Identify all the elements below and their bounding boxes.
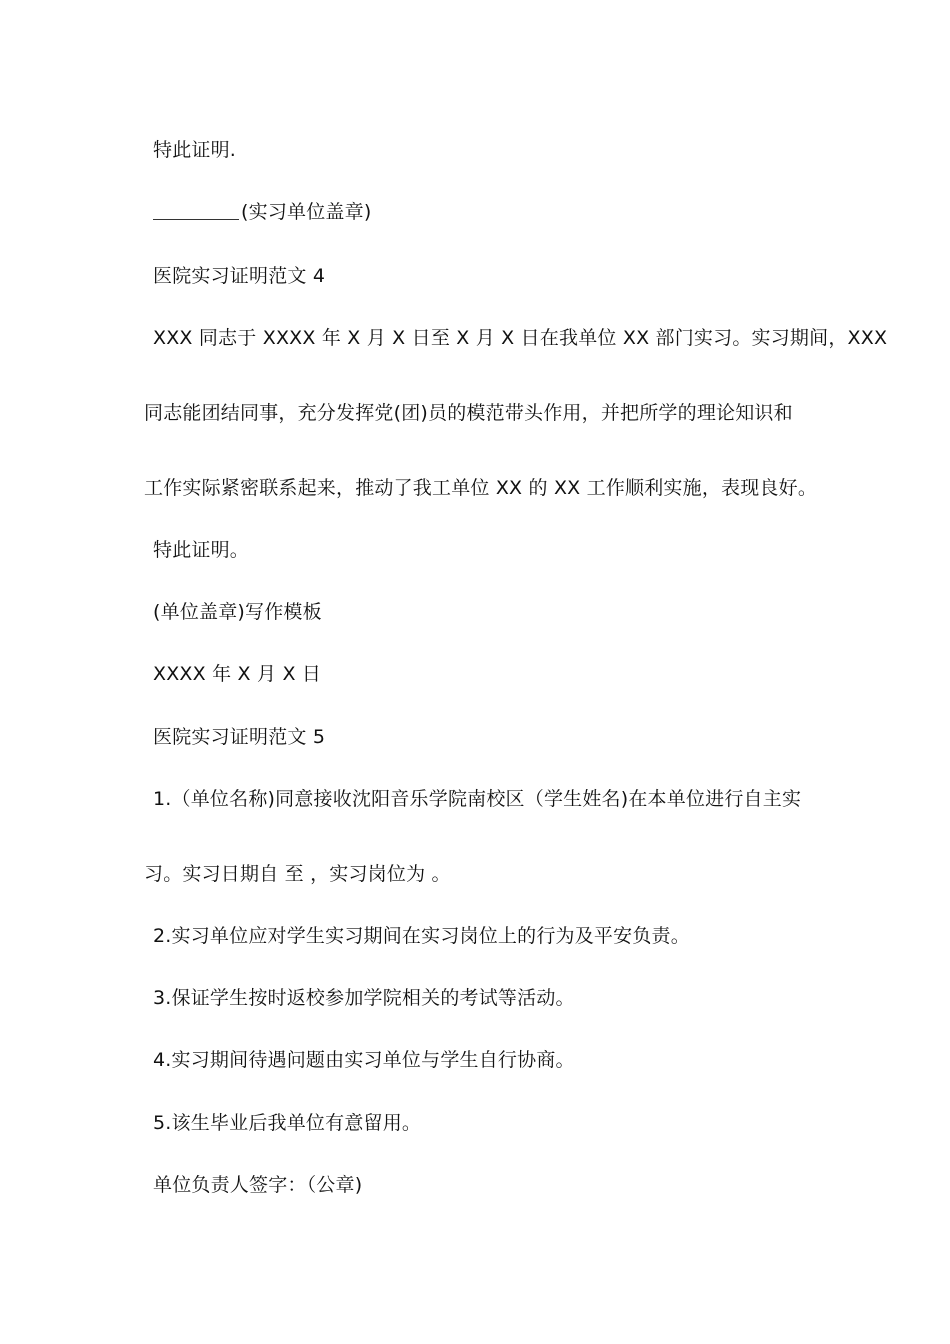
closing-statement: 特此证明。 xyxy=(153,539,250,561)
section-heading-4: 医院实习证明范文 4 xyxy=(153,265,326,287)
list-item: 1.（单位名称)同意接收沈阳音乐学院南校区（学生姓名)在本单位进行自主实 xyxy=(153,788,802,810)
seal-line xyxy=(153,200,371,224)
signature-line: 单位负责人签字：（公章) xyxy=(153,1174,363,1196)
list-item: 4.实习期间待遇问题由实习单位与学生自行协商。 xyxy=(153,1049,575,1071)
paragraph-line: 工作实际紧密联系起来，推动了我工单位 XX 的 XX 工作顺利实施，表现良好。 xyxy=(144,477,818,499)
paragraph-line: XXX 同志于 XXXX 年 X 月 X 日至 X 月 X 日在我单位 XX 部门实习。实习期间，XXX xyxy=(153,327,888,349)
list-item: 5.该生毕业后我单位有意留用。 xyxy=(153,1112,422,1134)
blank-underline xyxy=(153,219,239,220)
list-item: 2.实习单位应对学生实习期间在实习岗位上的行为及平安负责。 xyxy=(153,925,690,947)
closing-statement: 特此证明. xyxy=(153,139,237,161)
list-item: 3.保证学生按时返校参加学院相关的考试等活动。 xyxy=(153,987,575,1009)
seal-label: (实习单位盖章) xyxy=(241,201,372,223)
section-heading-5: 医院实习证明范文 5 xyxy=(153,726,326,748)
seal-label: (单位盖章)写作模板 xyxy=(153,601,322,623)
paragraph-line: 同志能团结同事，充分发挥党(团)员的模范带头作用，并把所学的理论知识和 xyxy=(144,402,793,424)
list-item-continuation: 习。实习日期自 至 ，实习岗位为 。 xyxy=(144,863,451,885)
date-line: XXXX 年 X 月 X 日 xyxy=(153,663,322,685)
